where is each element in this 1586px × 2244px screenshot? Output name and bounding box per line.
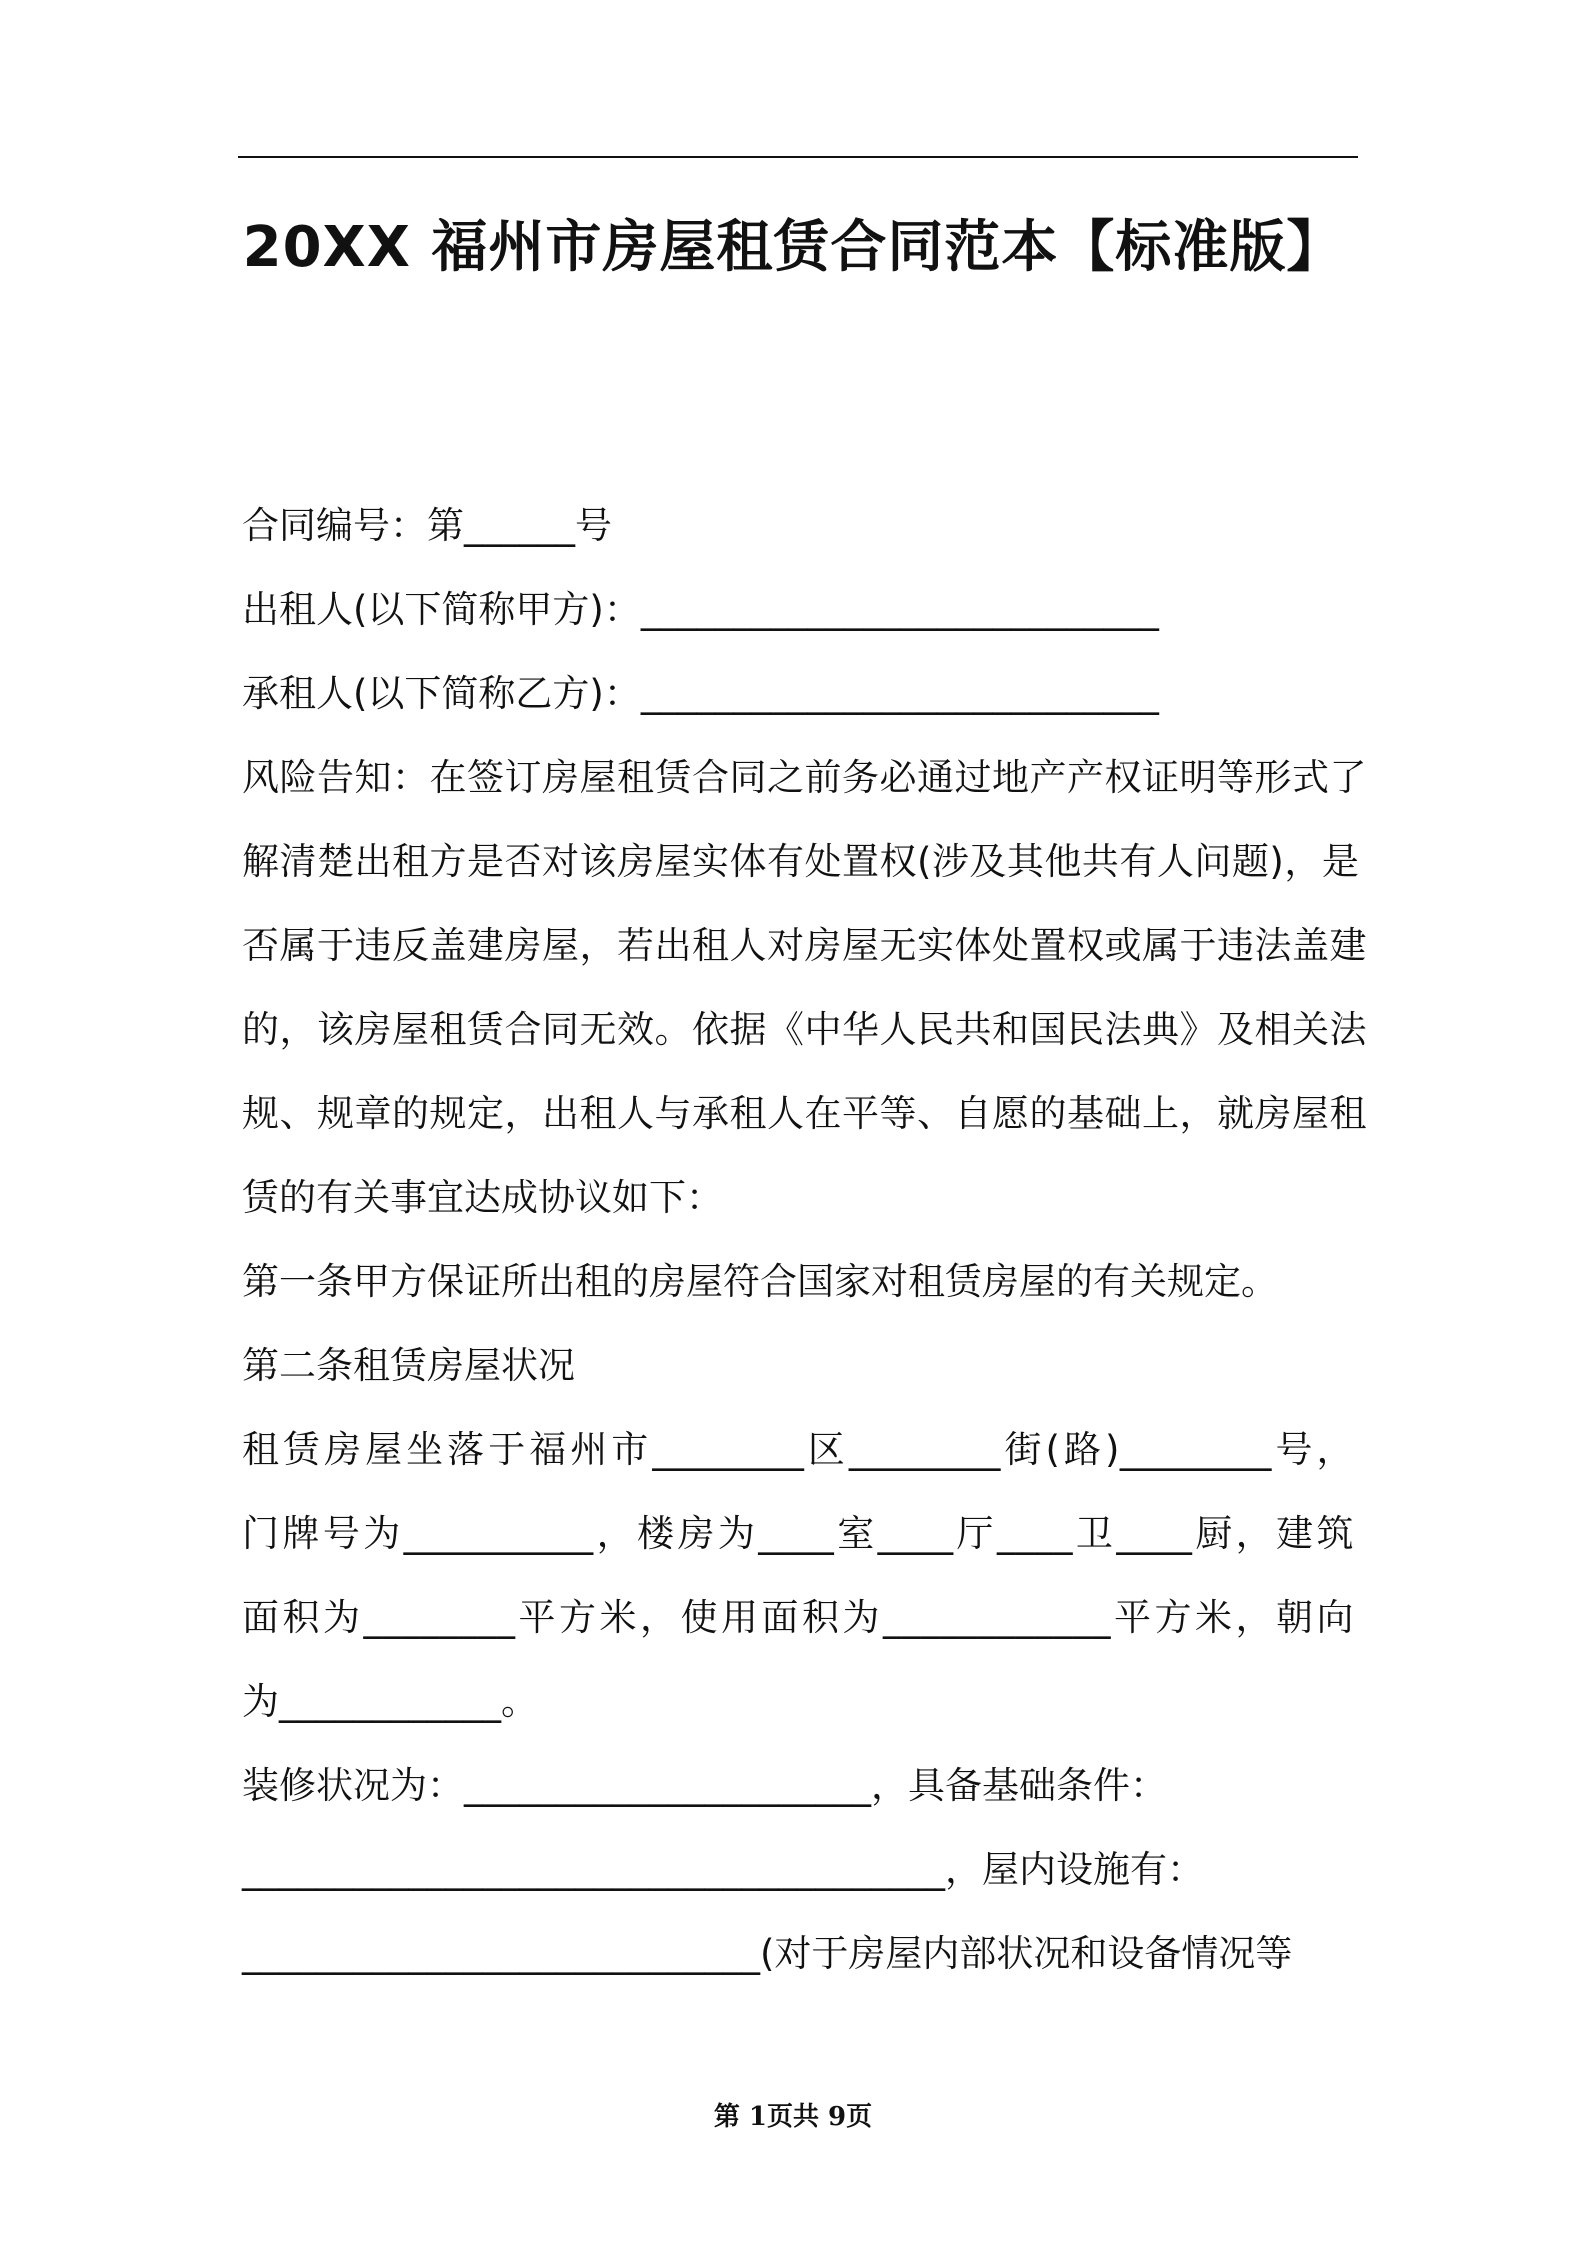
body-line: 否属于违反盖建房屋，若出租人对房屋无实体处置权或属于违法盖建: [242, 924, 1367, 967]
contract-body: [242, 484, 1367, 1996]
body-line: 第二条租赁房屋状况: [242, 1344, 575, 1387]
body-line: 面积为________平方米，使用面积为____________平方米，朝向: [242, 1596, 1354, 1639]
body-line: 租赁房屋坐落于福州市________区________街(路)________号，: [242, 1428, 1354, 1471]
body-line: ______________________________________，屋内设施有：: [242, 1848, 1204, 1891]
page-number: 第 1页共 9页: [713, 2102, 873, 2132]
body-line: 规、规章的规定，出租人与承租人在平等、自愿的基础上，就房屋租: [242, 1092, 1367, 1135]
body-line: 装修状况为：______________________，具备基础条件：: [242, 1764, 1167, 1807]
body-line: 承租人(以下简称乙方)：____________________________: [242, 672, 1159, 715]
body-line: 为____________。: [242, 1680, 538, 1723]
body-line: 出租人(以下简称甲方)：____________________________: [242, 588, 1159, 631]
document-title: 20XX 福州市房屋租赁合同范本【标准版】: [242, 215, 1344, 280]
body-line: 第一条甲方保证所出租的房屋符合国家对租赁房屋的有关规定。: [242, 1260, 1278, 1303]
header-rule: [238, 156, 1358, 158]
body-line: 风险告知：在签订房屋租赁合同之前务必通过地产产权证明等形式了: [242, 756, 1367, 799]
body-line: 赁的有关事宜达成协议如下：: [242, 1176, 723, 1219]
body-line: 门牌号为__________，楼房为____室____厅____卫____厨，建筑: [242, 1512, 1354, 1555]
body-line: ____________________________(对于房屋内部状况和设备情况等: [242, 1932, 1293, 1975]
body-line: 解清楚出租方是否对该房屋实体有处置权(涉及其他共有人问题)，是: [242, 840, 1360, 883]
body-line: 的，该房屋租赁合同无效。依据《中华人民共和国民法典》及相关法: [242, 1008, 1367, 1051]
body-line: 合同编号：第______号: [242, 504, 612, 547]
